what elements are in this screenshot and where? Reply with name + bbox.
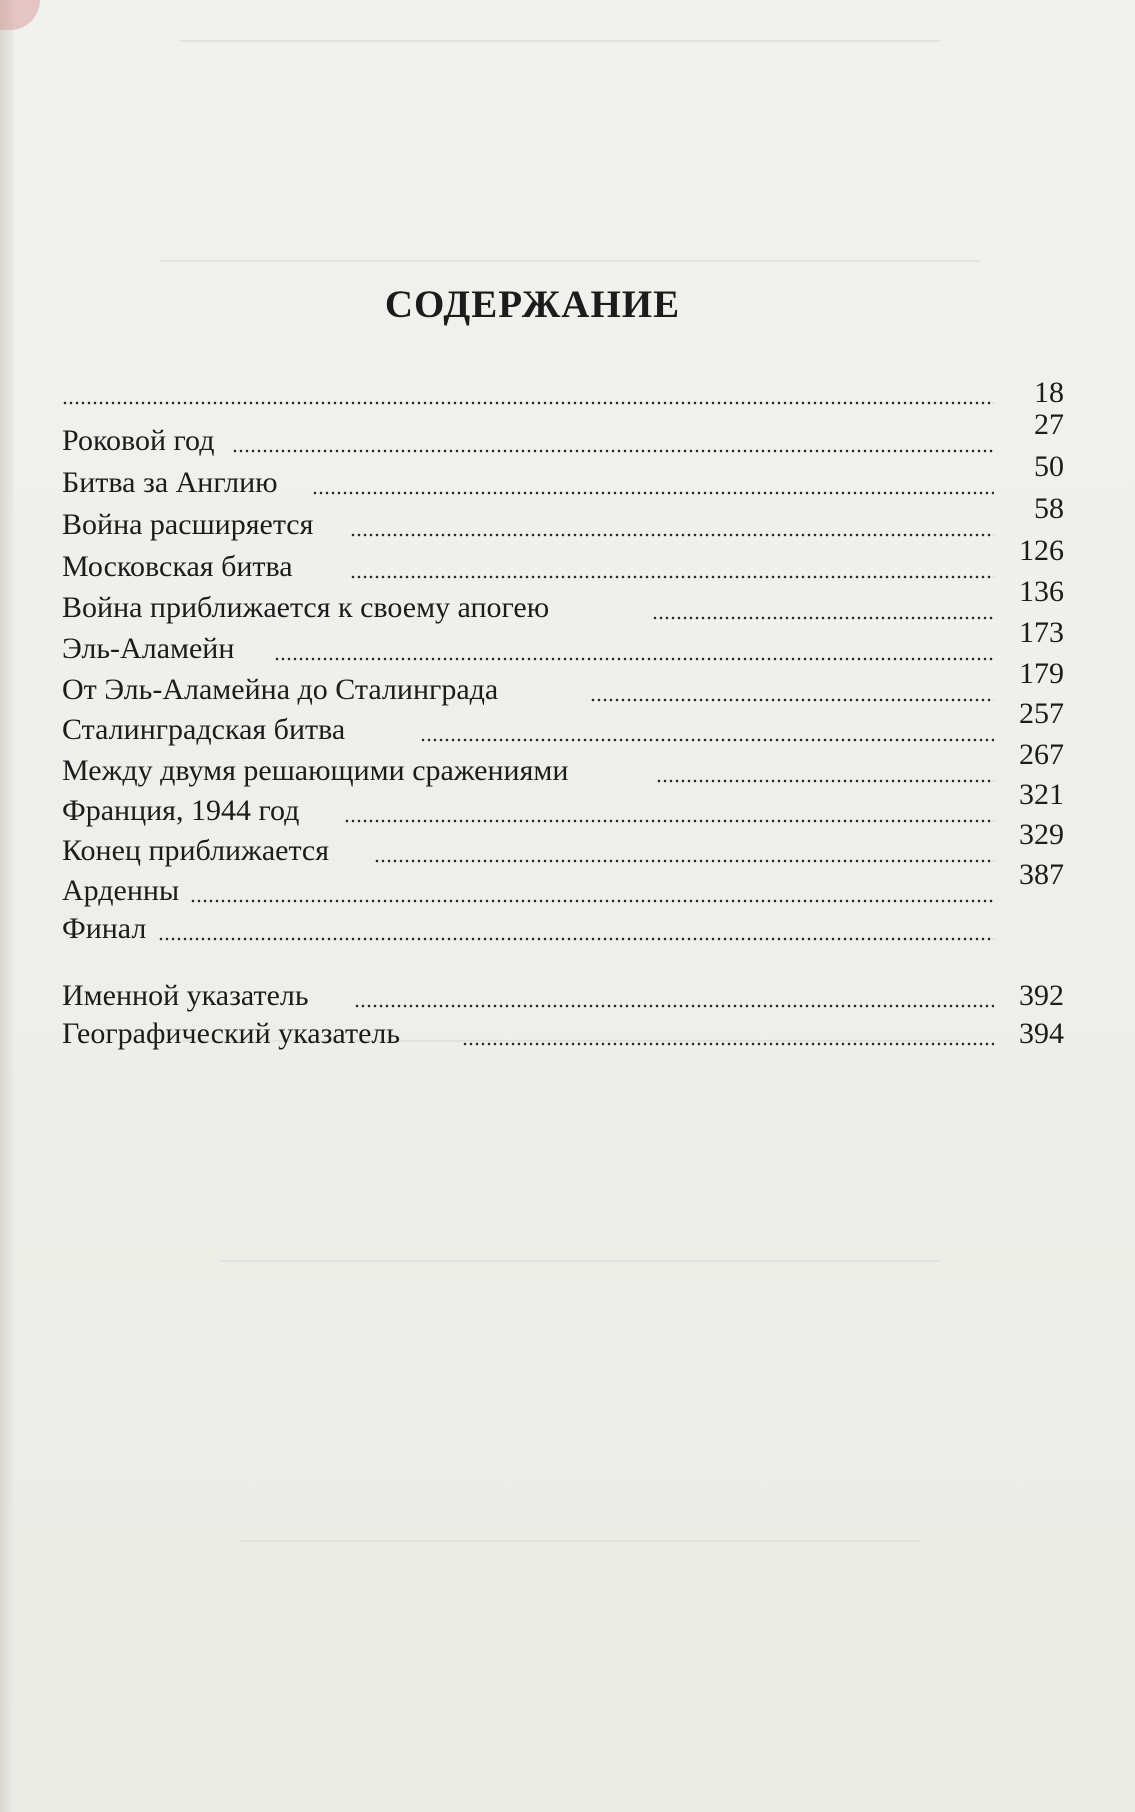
bleed-through-shape	[240, 1540, 920, 1542]
toc-entry-title: Конец приближается	[62, 834, 330, 867]
toc-entry-title: Арденны	[62, 874, 180, 907]
dot-leader	[656, 779, 994, 783]
toc-entry[interactable]	[62, 657, 1064, 710]
toc-page-number: 136	[1019, 575, 1064, 608]
toc-entry-title: Сталинградская битва	[62, 713, 346, 746]
dot-leader	[274, 657, 994, 661]
toc-page-number: 173	[1019, 616, 1064, 649]
toc-entry-title: Роковой год	[62, 424, 215, 457]
toc-page-number: 387	[1019, 858, 1064, 891]
dot-leader	[62, 401, 994, 405]
toc-page-number: 267	[1019, 738, 1064, 771]
toc-page-number: 126	[1019, 534, 1064, 567]
dot-leader	[350, 575, 994, 579]
toc-page-number: 50	[1034, 450, 1064, 483]
toc-entry[interactable]	[62, 534, 1064, 587]
toc-entry[interactable]	[62, 697, 1064, 750]
toc-entry-title: Московская битва	[62, 550, 293, 583]
dot-leader	[350, 533, 994, 537]
dot-leader	[354, 1004, 994, 1008]
dot-leader	[374, 859, 994, 863]
toc-entry[interactable]	[62, 450, 1064, 503]
index-entry[interactable]	[62, 976, 1064, 1016]
toc-entry[interactable]	[62, 909, 1064, 949]
toc-entry[interactable]	[62, 858, 1064, 911]
toc-entry[interactable]	[62, 373, 1064, 413]
toc-entry-title: Эль-Аламейн	[62, 632, 235, 665]
dot-leader	[652, 616, 994, 620]
toc-page-number: 58	[1034, 492, 1064, 525]
dot-leader	[190, 899, 994, 903]
index-entry-title: Именной указатель	[62, 979, 309, 1012]
dot-leader	[590, 698, 994, 702]
toc-entry[interactable]	[62, 818, 1064, 871]
toc-entry-title: Между двумя решающими сражениями	[62, 754, 569, 787]
toc-entry-title: Финал	[62, 912, 147, 945]
dot-leader	[344, 819, 994, 823]
toc-entry[interactable]	[62, 492, 1064, 545]
page-edge	[0, 0, 14, 1812]
toc-entry-title: Битва за Англию	[62, 466, 278, 499]
bleed-through-shape	[180, 40, 940, 112]
bleed-through-shape	[220, 1260, 940, 1262]
toc-entry[interactable]	[62, 575, 1064, 628]
index-page-number: 394	[1019, 1017, 1064, 1050]
dot-leader	[462, 1042, 994, 1046]
toc-page-number: 18	[1034, 376, 1064, 409]
toc-page-number: 27	[1034, 408, 1064, 441]
index-entry[interactable]	[62, 1014, 1064, 1054]
index-entry-title: Географический указатель	[62, 1017, 401, 1050]
toc-entry-title: Война расширяется	[62, 508, 314, 541]
toc-entry[interactable]	[62, 616, 1064, 669]
toc-entry-title: Война приближается к своему апогею	[62, 591, 550, 624]
toc-entry[interactable]	[62, 408, 1064, 461]
toc-entry-title: Франция, 1944 год	[62, 794, 300, 827]
toc-page-number: 321	[1019, 778, 1064, 811]
dot-leader	[312, 491, 994, 495]
dot-leader	[420, 738, 994, 742]
dot-leader	[158, 937, 994, 941]
toc-page-number: 179	[1019, 657, 1064, 690]
toc-entry[interactable]	[62, 738, 1064, 791]
index-page-number: 392	[1019, 979, 1064, 1012]
toc-entry-title: От Эль-Аламейна до Сталинграда	[62, 673, 499, 706]
page-title: СОДЕРЖАНИЕ	[384, 283, 681, 326]
bleed-through-shape	[160, 260, 980, 262]
dot-leader	[232, 449, 994, 453]
toc-entry[interactable]	[62, 778, 1064, 831]
toc-page-number: 257	[1019, 697, 1064, 730]
toc-page-number: 329	[1019, 818, 1064, 851]
corner-tint	[0, 0, 40, 30]
